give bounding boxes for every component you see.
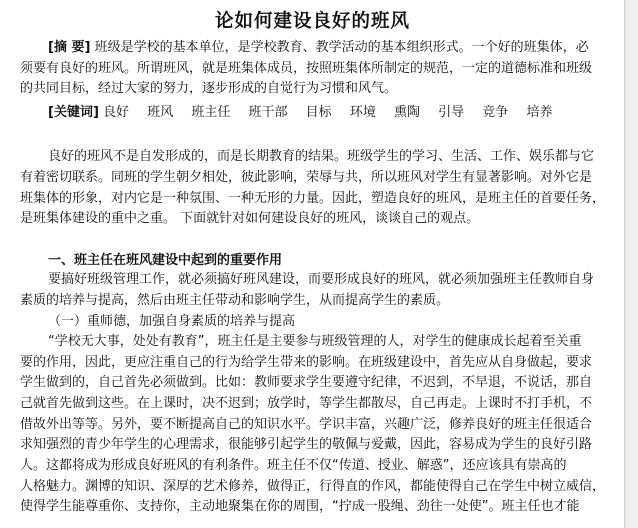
intro-line: 有着密切联系。同班的学生朝夕相处，彼此影响，荣辱与共，所以班风对学生有显著影响。对外它是 [20,170,593,185]
intro-line: 是班集体建设的重中之重。 下面就针对如何建设良好的班风，谈谈自己的观点。 [20,211,480,226]
keyword: 班干部 [248,105,288,120]
body-line: 学生做到的，自己首先必须做到。比如：教师要求学生要遵守纪律，不迟到，不早退，不说话，那自 [20,375,593,390]
keyword: 培养 [526,105,553,120]
body-line: 求知强烈的青少年学生的心理需求，很能够引起学生的敬佩与爱戴，因此，容易成为学生的良好引路 [20,437,593,452]
subsection-heading: （一）重师德，加强自身素质的培养与提高 [48,314,296,329]
keyword: 竞争 [482,105,509,120]
body-line: 借故外出等等。另外，要不断提高自己的知识水平。学识丰富，兴趣广泛，修养良好的班主任很适合 [20,417,593,432]
abstract-line [48,38,625,58]
keyword: 环境 [349,105,376,120]
abstract-line: 须要有良好的班风。所谓班风，就是班集体成员，按照班集体所制定的规范，一定的道德标准和班级 [20,61,593,76]
intro-line: 班集体的形象，对内它是一种氛围、一种无形的力量。因此，塑造良好的班风，是班主任的首要任务， [20,191,606,206]
keyword: 熏陶 [393,105,420,120]
keyword: 班风 [147,105,174,120]
body-line: 人格魅力。渊博的知识、深厚的艺术修养，做得正，行得直的作风，都能使得自己在学生中树立威信， [20,479,606,494]
body-line: 使得学生能尊重你、支持你，主动地聚集在你的周围，“拧成一股绳、劲往一处使”。班主任也才能 [20,499,580,514]
abstract-label: [摘 要] [48,40,91,55]
keywords-line [48,103,625,123]
keyword: 良好 [103,105,130,120]
intro-line: 良好的班风不是自发形成的，而是长期教育的结果。班级学生的学习、生活、工作、娱乐都与它 [48,149,595,164]
body-line: 己就首先做到这些。在上课时，决不迟到；放学时，等学生都散尽，自己再走。上课时不打手机，不 [20,396,593,411]
abstract-text: 班级是学校的基本单位，是学校教育、教学活动的基本组织形式。一个好的班集体，必 [94,40,589,55]
body-line: 要的作用，因此，更应注重自己的行为给学生带来的影响。在班级建设中，首先应从自身做起，要求 [20,355,593,370]
section-heading: 一、班主任在班风建设中起到的重要作用 [48,253,283,268]
body-line: 人。这都将成为形成良好班风的有利条件。班主任不仅“传道、授业、解惑”，还应该具有崇高的 [20,458,567,473]
abstract-line: 的共同目标，经过大家的努力，逐步形成的自觉行为习惯和风气。 [20,81,398,96]
vertical-scrollbar[interactable] [624,0,638,528]
document-title: 论如何建设良好的班风 [214,11,410,32]
keyword: 目标 [305,105,332,120]
body-line: “学校无大事，处处有教育”，班主任是主要参与班级管理的人，对学生的健康成长起着至关重 [48,334,582,349]
keyword: 引导 [438,105,465,120]
section-intro-line: 素质的培养与提高，然后由班主任带动和影响学生，从而提高学生的素质。 [20,293,450,308]
section-intro-line: 要搞好班级管理工作，就必须搞好班风建设，而要形成良好的班风，就必须加强班主任教师自身 [48,272,595,287]
keywords-label: [关键词] [48,105,99,120]
keyword: 班主任 [191,105,231,120]
